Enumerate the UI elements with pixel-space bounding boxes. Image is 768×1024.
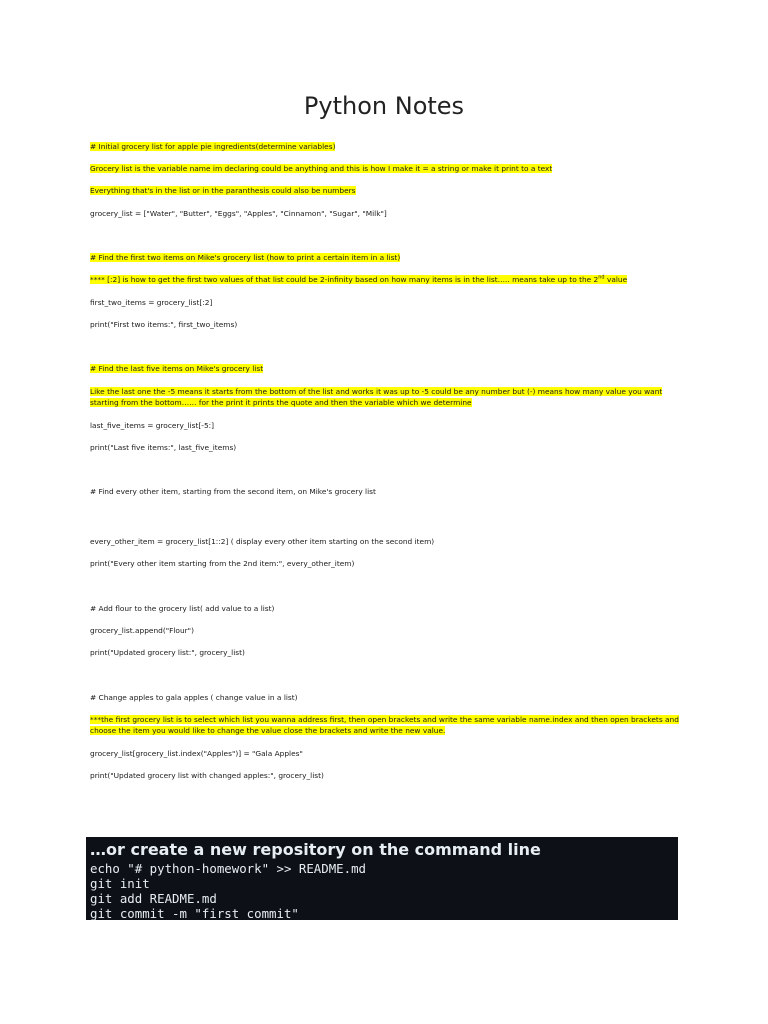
code-line: print("First two items:", first_two_items) [90, 320, 238, 329]
note-text: **** [:2] is how to get the first two values of that list could be 2-infinity based on how many items is in the list….. means take up to the 2 [90, 275, 599, 284]
terminal-command: git add README.md [90, 891, 217, 906]
note-text: value [604, 275, 628, 284]
page-title: Python Notes [303, 92, 465, 120]
highlighted-text: Grocery list is the variable name im declaring could be anything and this is how I make it = a string or make it print to a text [90, 164, 553, 173]
terminal-command: echo "# python-homework" >> README.md [90, 861, 367, 876]
highlighted-text: Everything that's in the list or in the paranthesis could also be numbers [90, 186, 356, 195]
code-line: print("Updated grocery list with changed apples:", grocery_list) [90, 771, 324, 780]
highlighted-text: # Find the first two items on Mike's grocery list (how to print a certain item in a list) [90, 253, 401, 262]
highlighted-text: Like the last one the -5 means it starts from the bottom of the list and works it was up to -5 could be any number but (-) means how many value you want starting from the bottom…… for the print it prints the quote and then the variable which we determine [90, 387, 663, 407]
terminal-screenshot [86, 837, 678, 920]
note-line [90, 163, 552, 174]
code-line: print("Last five items:", last_five_items) [90, 443, 237, 452]
highlighted-text: ***the first grocery list is to select which list you wanna address first, then open brackets and write the same variable name.index and then open brackets and choose the item you would like to change the value close the brackets and write the new value. [90, 715, 679, 735]
code-line: first_two_items = grocery_list[:2] [90, 298, 213, 307]
terminal-heading: …or create a new repository on the command line [90, 840, 541, 859]
comment-line: # Add flour to the grocery list( add value to a list) [90, 604, 275, 613]
note-line [90, 185, 356, 196]
terminal-command: git init [90, 876, 150, 891]
note-line [90, 141, 335, 152]
code-line: grocery_list[grocery_list.index("Apples")] = "Gala Apples" [90, 749, 303, 758]
highlighted-text [90, 275, 627, 284]
highlighted-text: # Initial grocery list for apple pie ingredients(determine variables) [90, 142, 336, 151]
comment-line: # Change apples to gala apples ( change value in a list) [90, 693, 298, 702]
note-paragraph [90, 714, 680, 736]
comment-line: # Find every other item, starting from the second item, on Mike's grocery list [90, 487, 376, 496]
code-line: last_five_items = grocery_list[-5:] [90, 421, 215, 430]
superscript: nd [598, 274, 605, 281]
note-line [90, 252, 400, 263]
highlighted-text: # Find the last five items on Mike's grocery list [90, 364, 264, 373]
code-line: grocery_list.append("Flour") [90, 626, 194, 635]
code-line: every_other_item = grocery_list[1::2] ( display every other item starting on the second item) [90, 537, 435, 546]
terminal-command: git commit -m "first commit" [90, 906, 299, 920]
note-line [90, 274, 627, 285]
code-line: print("Updated grocery list:", grocery_list) [90, 648, 245, 657]
code-line: grocery_list = ["Water", "Butter", "Eggs", "Apples", "Cinnamon", "Sugar", "Milk"] [90, 209, 387, 218]
note-paragraph [90, 386, 680, 408]
code-line: print("Every other item starting from the 2nd item:", every_other_item) [90, 559, 355, 568]
note-line [90, 363, 263, 374]
